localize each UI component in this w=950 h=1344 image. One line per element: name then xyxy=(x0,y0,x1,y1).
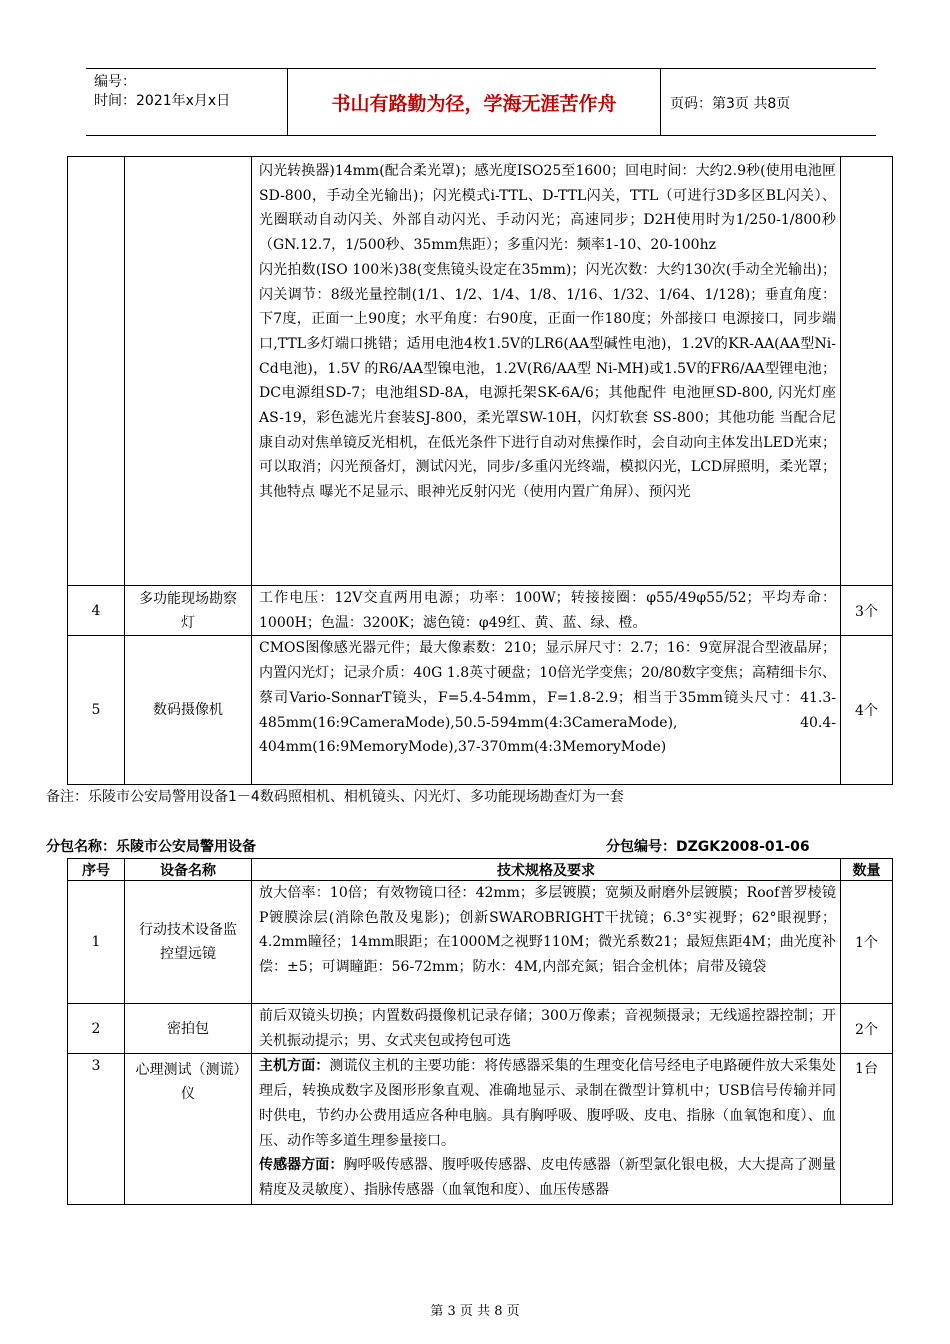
header-quantity: 数量 xyxy=(841,859,893,881)
header-tech-spec: 技术规格及要求 xyxy=(252,859,841,881)
quantity: 4个 xyxy=(841,636,893,785)
table-row xyxy=(68,157,893,586)
spec-text-host: 测谎仪主机的主要功能：将传感器采集的生理变化信号经电子电路硬件放大采集处理后，转换成数字及图形形象直观、准确地显示、录制在微型计算机中；USB信号传输并同时供电，节约办公费用适应各种电脑。具有胸呼吸、腹呼吸、皮电、指脉（血氧饱和度）、血压、动作等多道生理参量接口。 xyxy=(259,1058,836,1149)
header-page-info: 页码：第3页 共8页 xyxy=(670,96,791,112)
tech-spec: CMOS图像感光器元件；最大像素数：210；显示屏尺寸：2.7；16：9宽屏混合型液晶屏；内置闪光灯；记录介质：40G 1.8英寸硬盘；10倍光学变焦；20/80数字变焦；高精细卡尔、蔡司Vario-SonnarT镜头，F=5.4-54mm，F=1.8-2.9；相当于35mm镜头尺寸：41.3-485mm(16:9CameraMode),50.5-594mm(4:3CameraMode), 40.4-404mm(16:9MemoryMode),37-370mm(4:3MemoryMode) xyxy=(252,636,841,785)
row-number: 1 xyxy=(68,881,125,1004)
tech-spec-text: 闪光转换器)14mm(配合柔光罩)；感光度ISO25至1600；回电时间：大约2.9秒(使用电池匣SD-800，手动全光输出)；闪光模式i-TTL、D-TTL闪关，TTL（可进行3D多区BL闪关）、光圈联动自动闪关、外部自动闪光、手动闪光；高速同步；D2H使用时为1/250-1/800秒（GN.12.7，1/500秒、35mm焦距）；多重闪光：频率1-10、20-100hz 闪光拍数(ISO 100米)38(变焦镜头设定在35mm)；闪光次数：大约130次(手动全光输出)；闪关调节：8级光量控制(1/1、1/2、1/4、1/8、1/16、1/32、1/64、1/128)；垂直角度：下7度，正面一上90度；水平角度：右90度，正面一作180度；外部接口 电源接口，同步端口,TTL多灯端口挑错；适用电池4枚1.5V的LR6(AA型碱性电池)，1.2V的KR-AA(AA型Ni-Cd电池)，1.5V 的R6/AA型镍电池，1.2V(R6/AA型 Ni-MH)或1.5V的FR6/AA型锂电池；DC电源组SD-7；电池组SD-8A，电源托架SK-6A/6；其他配件 电池匣SD-800, 闪光灯座AS-19，彩色滤光片套装SJ-800，柔光罩SW-10H，闪灯软套 SS-800；其他功能 当配合尼康自动对焦单镜反光相机，在低光条件下进行自动对焦操作时，会自动向主体发出LED光束；可以取消；闪光预备灯，测试闪光，同步/多重闪光终端，模拟闪光，LCD屏照明，柔光罩；其他特点 曝光不足显示、眼神光反射闪光（使用内置广角屏）、预闪光 xyxy=(259,163,836,501)
table-row xyxy=(68,881,893,1004)
equipment-table-1 xyxy=(67,156,893,785)
header-motto: 书山有路勤为径，学海无涯苦作舟 xyxy=(331,93,617,115)
spec-label-sensor: 传感器方面： xyxy=(259,1157,344,1174)
equipment-name: 行动技术设备监控望远镜 xyxy=(125,881,252,1004)
header-equipment-name: 设备名称 xyxy=(125,859,252,881)
equipment-name: 密拍包 xyxy=(125,1004,252,1054)
table-row xyxy=(68,1054,893,1205)
row-number xyxy=(68,157,125,586)
tech-spec xyxy=(252,157,841,586)
spec-text-sensor: 胸呼吸传感器、腹呼吸传感器、皮电传感器（新型氯化银电极，大大提高了测量精度及灵敏度）、指脉传感器（血氧饱和度）、血压传感器 xyxy=(259,1157,837,1198)
tech-spec xyxy=(252,1054,841,1205)
tech-spec: 工作电压：12V交直两用电源；功率：100W；转接接圈：φ55/49φ55/52；平均寿命：1000H；色温：3200K；滤色镜：φ49红、黄、蓝、绿、橙。 xyxy=(252,586,841,636)
equipment-name: 心理测试（测谎）仪 xyxy=(125,1054,252,1205)
spec-label-host: 主机方面： xyxy=(259,1058,330,1075)
table-header-row xyxy=(68,859,893,881)
row-number: 4 xyxy=(68,586,125,636)
tech-spec: 放大倍率：10倍；有效物镜口径：42mm；多层镀膜；宽频及耐磨外层镀膜；Roof普罗棱镜 P镀膜涂层(消除色散及鬼影)；创新SWAROBRIGHT干扰镜；6.3°实视野；62°眼视野；4.2mm瞳径；14mm眼距；在1000M之视野110M；微光系数21；最短焦距4M；曲光度补偿：±5；可调瞳距：56-72mm；防水：4M,内部充氮；铝合金机体；肩带及镜袋 xyxy=(252,881,841,1004)
tech-spec: 前后双镜头切换；内置数码摄像机记录存储；300万像素；音视频摄录；无线遥控器控制；开关机振动提示；男、女式夹包或挎包可选 xyxy=(252,1004,841,1054)
table-row xyxy=(68,1004,893,1054)
page-header xyxy=(86,68,876,136)
row-number: 5 xyxy=(68,636,125,785)
header-number: 序号 xyxy=(68,859,125,881)
page-footer: 第 3 页 共 8 页 xyxy=(430,1304,520,1319)
header-time: 时间：2021年x月x日 xyxy=(94,93,231,109)
quantity: 2个 xyxy=(841,1004,893,1054)
remark-note: 备注：乐陵市公安局警用设备1－4数码照相机、相机镜头、闪光灯、多功能现场勘查灯为一套 xyxy=(46,789,624,805)
table-row xyxy=(68,586,893,636)
equipment-name: 数码摄像机 xyxy=(125,636,252,785)
equipment-name: 多功能现场勘察灯 xyxy=(125,586,252,636)
equipment-name xyxy=(125,157,252,586)
row-number: 2 xyxy=(68,1004,125,1054)
header-divider xyxy=(660,69,661,135)
equipment-table-2 xyxy=(67,858,893,1205)
quantity: 1台 xyxy=(841,1054,893,1205)
table-row xyxy=(68,636,893,785)
quantity xyxy=(841,157,893,586)
quantity: 1个 xyxy=(841,881,893,1004)
row-number: 3 xyxy=(68,1054,125,1205)
package-code: 分包编号：DZGK2008-01-06 xyxy=(606,839,810,855)
header-number-label: 编号： xyxy=(94,74,136,90)
package-name: 分包名称：乐陵市公安局警用设备 xyxy=(46,839,256,855)
header-meta xyxy=(94,73,230,111)
quantity: 3个 xyxy=(841,586,893,636)
